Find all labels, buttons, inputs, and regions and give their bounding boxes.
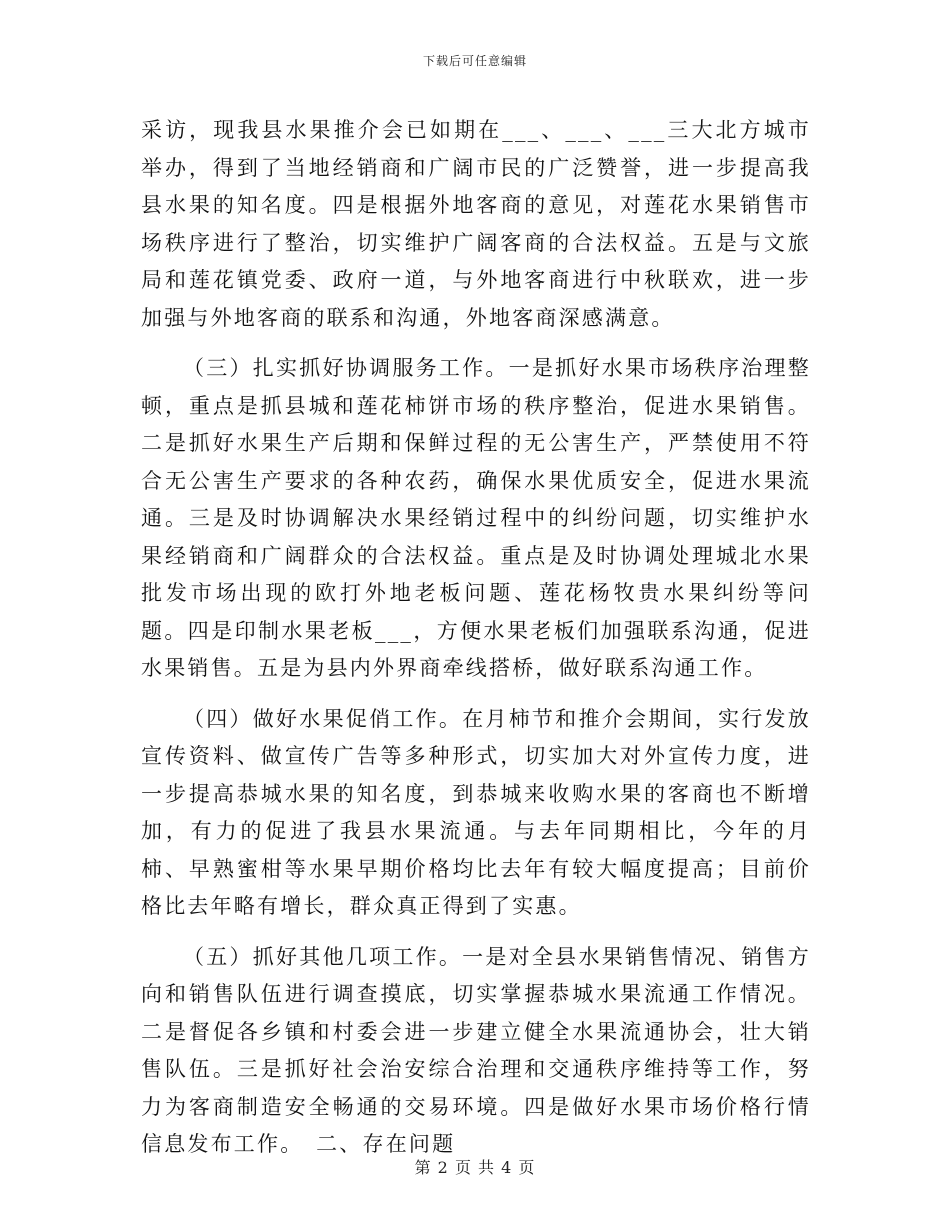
body-paragraph-coordination-services: （三）扎实抓好协调服务工作。一是抓好水果市场秩序治理整顿，重点是抓县城和莲花柿饼市场的秩序整治，促进水果销售。二是抓好水果生产后期和保鲜过程的无公害生产，严禁使用不符合无公害生产要求的各种农药，确保水果优质安全，促进水果流通。三是及时协调解决水果经销过程中的纠纷问题，切实维护水果经销商和广阔群众的合法权益。重点是及时协调处理城北水果批发市场出现的欧打外地老板问题、莲花杨牧贵水果纠纷等问题。四是印制水果老板___，方便水果老板们加强联系沟通，促进水果销售。五是为县内外界商牵线搭桥，做好联系沟通工作。 — [141, 356, 811, 680]
body-paragraph-fruit-promotion: （四）做好水果促俏工作。在月柿节和推介会期间，实行发放宣传资料、做宣传广告等多种形式，切实加大对外宣传力度，进一步提高恭城水果的知名度，到恭城来收购水果的客商也不断增加，有力的促进了我县水果流通。与去年同期相比，今年的月柿、早熟蜜柑等水果早期价格均比去年有较大幅度提高；目前价格比去年略有增长，群众真正得到了实惠。 — [141, 706, 811, 918]
body-paragraph-other-work: （五）抓好其他几项工作。一是对全县水果销售情况、销售方向和销售队伍进行调查摸底，切实掌握恭城水果流通工作情况。二是督促各乡镇和村委会进一步建立健全水果流通协会，壮大销售队伍。三是抓好社会治安综合治理和交通秩序维持等工作，努力为客商制造安全畅通的交易环境。四是做好水果市场价格行情信息发布工作。 二、存在问题 — [141, 944, 811, 1156]
page-footer-page-number: 第 2 页 共 4 页 — [414, 1158, 536, 1177]
document-body — [141, 112, 811, 1177]
page-header: 下载后可任意编辑 — [422, 54, 527, 68]
body-paragraph-continued: 采访，现我县水果推介会已如期在___、___、___三大北方城市举办，得到了当地经销商和广阔市民的广泛赞誉，进一步提高我县水果的知名度。四是根据外地客商的意见，对莲花水果销售市场秩序进行了整治，切实维护广阔客商的合法权益。五是与文旅局和莲花镇党委、政府一道，与外地客商进行中秋联欢，进一步加强与外地客商的联系和沟通，外地客商深感满意。 — [141, 118, 811, 330]
